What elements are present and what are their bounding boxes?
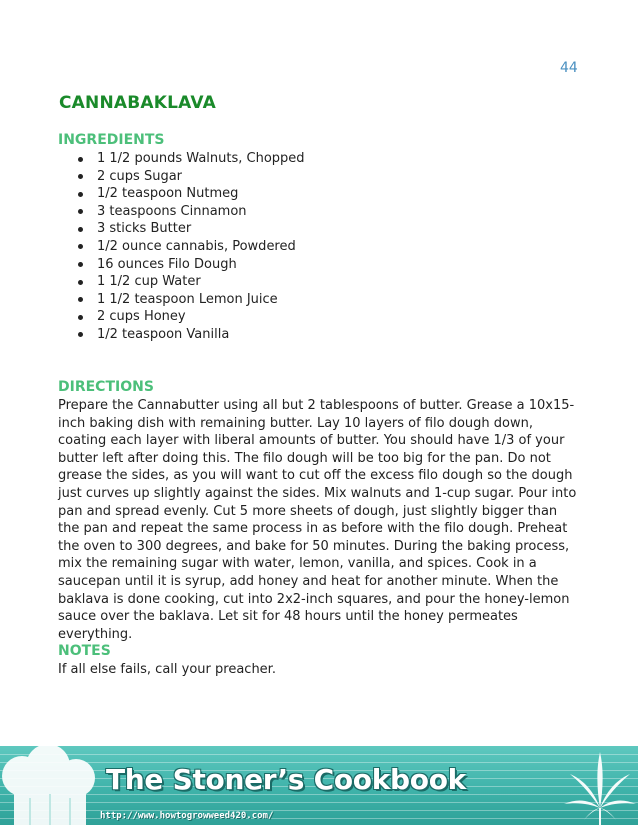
bullet-icon (78, 315, 83, 320)
notes-text: If all else fails, call your preacher. (58, 662, 276, 677)
directions-text: Prepare the Cannabutter using all but 2 tablespoons of butter. Grease a 10x15-inch baking dish with remaining butter. Lay 10 layers of filo dough down, coating each layer with liberal amounts of butter. You should have 1/3 of your butter left after doing this. The filo dough will be too big for the pan. Do not grease the sides, as you will want to cut off the excess filo dough so the dough just curves up slightly against the sides. Mix walnuts and 1-cup sugar. Pour into pan and spread evenly. Cut 5 more sheets of dough, just slightly bigger than the pan and repeat the same process in as before with the filo dough. Preheat the oven to 300 degrees, and bake for 50 minutes. During the baking process, mix the remaining sugar with water, lemon, vanilla, and spices. Cook in a saucepan until it is syrup, add honey and heat for another minute. When the baklava is done cooking, cut into 2x2-inch squares, and pour the honey-lemon sauce over the baklava. Let sit for 48 hours until the honey permeates everything. (58, 398, 577, 642)
bullet-icon (78, 174, 83, 179)
ingredient-item (59, 185, 305, 203)
page-number: 44 (560, 60, 578, 76)
ingredient-item (59, 326, 305, 344)
ingredient-text: 1/2 ounce cannabis, Powdered (97, 238, 296, 254)
ingredient-text: 2 cups Honey (97, 309, 186, 325)
cookbook-url-link[interactable]: http://www.howtogrowweed420.com/ (100, 811, 274, 821)
ingredient-text: 1/2 teaspoon Vanilla (97, 326, 230, 342)
cannabis-leaf-icon (562, 748, 638, 825)
bullet-icon (78, 262, 83, 267)
bullet-icon (78, 332, 83, 337)
bullet-icon (78, 227, 83, 232)
ingredient-item (59, 291, 305, 309)
ingredient-list (59, 150, 305, 344)
ingredient-text: 1 1/2 teaspoon Lemon Juice (97, 291, 278, 307)
ingredient-text: 16 ounces Filo Dough (97, 256, 237, 272)
ingredient-item (59, 238, 305, 256)
ingredient-item (59, 308, 305, 326)
ingredient-text: 1/2 teaspoon Nutmeg (97, 186, 239, 202)
ingredient-text: 2 cups Sugar (97, 168, 183, 184)
bullet-icon (78, 297, 83, 302)
ingredient-item (59, 203, 305, 221)
ingredient-item (59, 220, 305, 238)
bullet-icon (78, 280, 83, 285)
bullet-icon (78, 209, 83, 214)
recipe-title: CANNABAKLAVA (59, 93, 216, 113)
ingredient-item (59, 150, 305, 168)
bullet-icon (78, 244, 83, 249)
cookbook-title: The Stoner’s Cookbook (106, 763, 466, 796)
footer-banner (0, 746, 638, 825)
ingredient-text: 3 sticks Butter (97, 221, 192, 237)
ingredient-text: 1 1/2 cup Water (97, 274, 201, 290)
ingredient-text: 3 teaspoons Cinnamon (97, 203, 247, 219)
ingredient-item (59, 273, 305, 291)
ingredient-text: 1 1/2 pounds Walnuts, Chopped (97, 151, 305, 166)
bullet-icon (78, 157, 83, 162)
notes-heading: NOTES (58, 643, 111, 659)
directions-heading: DIRECTIONS (58, 379, 154, 395)
ingredient-item (59, 256, 305, 274)
bullet-icon (78, 192, 83, 197)
ingredient-item (59, 168, 305, 186)
chef-hat-icon (0, 746, 110, 825)
ingredients-heading: INGREDIENTS (58, 132, 165, 148)
